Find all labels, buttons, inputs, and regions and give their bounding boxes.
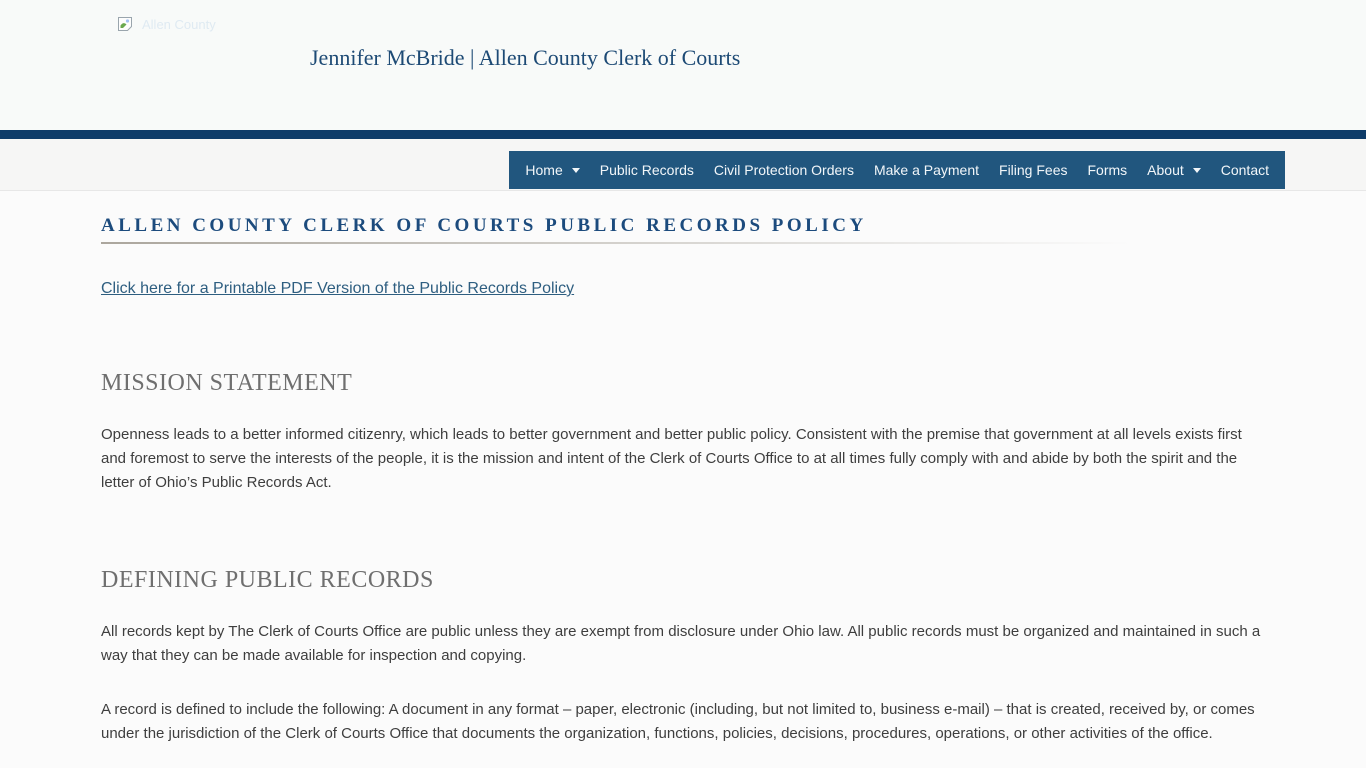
broken-image-icon xyxy=(117,16,137,32)
nav-item-home[interactable] xyxy=(515,151,589,189)
nav-strip xyxy=(0,139,1366,191)
nav-item-label: About xyxy=(1147,162,1184,178)
pdf-policy-link[interactable]: Click here for a Printable PDF Version of the Public Records Policy xyxy=(101,280,575,297)
nav-item-label: Contact xyxy=(1220,162,1269,178)
nav-item-label: Forms xyxy=(1087,162,1128,178)
section-heading-mission-statement: MISSION STATEMENT xyxy=(101,370,353,396)
site-title: Jennifer McBride | Allen County Clerk of Courts xyxy=(310,45,741,70)
nav-item-civil-protection-orders[interactable] xyxy=(704,151,864,189)
nav-item-contact[interactable] xyxy=(1211,151,1279,189)
mission-statement-paragraph: Openness leads to a better informed citizenry, which leads to better government and better public policy. Consistent with the premise that government at all levels exists first and foremost to serve the interests of the people, it is the mission and intent of the Clerk of Courts Office to at all times fully comply with and abide by both the spirit and the letter of Ohio’s Public Records Act. xyxy=(101,426,1242,491)
logo-alt-text: Allen County xyxy=(142,16,216,32)
defining-records-paragraph-2: A record is defined to include the following: A document in any format – paper, electronic (including, but not limited to, business e-mail) – that is created, received by, or comes under the jurisdiction of the Clerk of Courts Office that documents the organization, functions, policies, decisions, procedures, operations, or other activities of the office. xyxy=(101,701,1255,742)
nav-item-label: Public Records xyxy=(599,162,694,178)
page-title-rule xyxy=(101,242,1131,244)
site-header xyxy=(0,0,1366,130)
chevron-down-icon xyxy=(572,168,580,173)
site-logo[interactable] xyxy=(117,16,216,32)
page-title: ALLEN COUNTY CLERK OF COURTS PUBLIC RECORDS POLICY xyxy=(101,215,867,236)
nav-item-label: Make a Payment xyxy=(873,162,980,178)
section-heading-defining-public-records: DEFINING PUBLIC RECORDS xyxy=(101,567,434,593)
nav-item-public-records[interactable] xyxy=(590,151,704,189)
nav-item-label: Civil Protection Orders xyxy=(713,162,854,178)
nav-item-forms[interactable] xyxy=(1077,151,1137,189)
nav-item-make-a-payment[interactable] xyxy=(864,151,989,189)
nav-item-label: Filing Fees xyxy=(999,162,1068,178)
chevron-down-icon xyxy=(1193,168,1201,173)
nav-item-about[interactable] xyxy=(1137,151,1211,189)
nav-item-label: Home xyxy=(525,162,563,178)
header-divider-bar xyxy=(0,130,1366,139)
defining-records-paragraph-1: All records kept by The Clerk of Courts Office are public unless they are exempt from disclosure under Ohio law. All public records must be organized and maintained in such a way that they can be made available for inspection and copying. xyxy=(101,623,1261,664)
main-navigation xyxy=(509,151,1285,189)
nav-item-filing-fees[interactable] xyxy=(989,151,1077,189)
main-content xyxy=(101,215,1265,746)
